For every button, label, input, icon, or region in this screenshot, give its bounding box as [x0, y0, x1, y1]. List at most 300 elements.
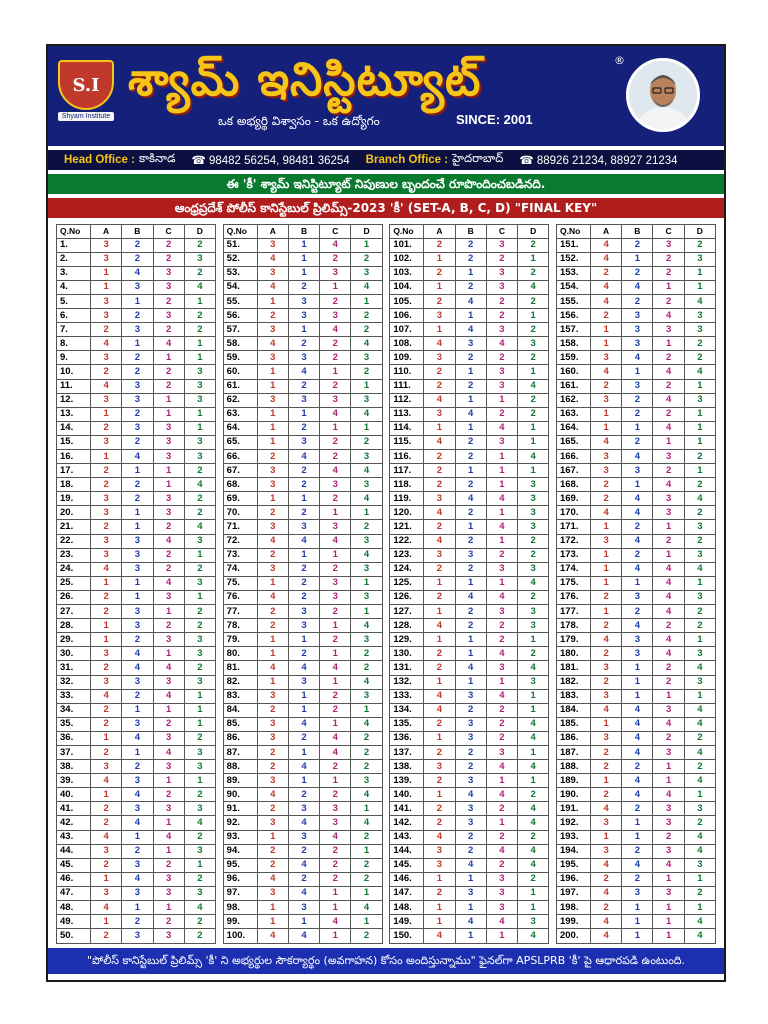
table-row: [223, 619, 382, 633]
question-number: 181.: [556, 661, 590, 675]
question-number: 172.: [556, 534, 590, 548]
answer-cell: 2: [622, 520, 653, 534]
answer-cell: 3: [684, 802, 715, 816]
question-number: 150.: [390, 929, 424, 944]
answer-cell: 3: [91, 435, 122, 449]
table-row: [57, 661, 216, 675]
table-row: [390, 788, 549, 802]
answer-cell: 1: [288, 745, 319, 759]
answer-cell: 2: [320, 450, 351, 464]
answer-cell: 4: [622, 619, 653, 633]
answer-cell: 4: [486, 337, 517, 351]
question-number: 48.: [57, 901, 91, 915]
answer-cell: 2: [320, 492, 351, 506]
question-number: 33.: [57, 689, 91, 703]
answer-cell: 3: [184, 435, 215, 449]
answer-cell: 1: [351, 886, 382, 900]
column-header: C: [153, 225, 184, 239]
answer-cell: 3: [91, 294, 122, 308]
question-number: 185.: [556, 717, 590, 731]
answer-cell: 3: [653, 238, 684, 252]
answer-cell: 4: [684, 703, 715, 717]
question-number: 56.: [223, 309, 257, 323]
answer-table-1: [56, 224, 216, 944]
table-row: [223, 802, 382, 816]
question-number: 16.: [57, 450, 91, 464]
answer-cell: 4: [184, 520, 215, 534]
question-number: 69.: [223, 492, 257, 506]
table-row: [223, 252, 382, 266]
answer-cell: 4: [351, 619, 382, 633]
answer-cell: 1: [455, 633, 486, 647]
answer-cell: 2: [153, 548, 184, 562]
answer-cell: 2: [684, 351, 715, 365]
table-row: [223, 421, 382, 435]
answer-cell: 2: [257, 619, 288, 633]
answer-cell: 2: [424, 562, 455, 576]
answer-cell: 1: [622, 675, 653, 689]
answer-cell: 4: [653, 633, 684, 647]
table-row: [223, 464, 382, 478]
table-row: [556, 464, 715, 478]
table-row: [390, 506, 549, 520]
answer-cell: 4: [257, 252, 288, 266]
answer-cell: 4: [424, 830, 455, 844]
answer-cell: 2: [684, 478, 715, 492]
table-row: [556, 689, 715, 703]
answer-cell: 2: [351, 647, 382, 661]
answer-cell: 4: [455, 788, 486, 802]
answer-cell: 1: [91, 407, 122, 421]
column-header: B: [455, 225, 486, 239]
question-number: 141.: [390, 802, 424, 816]
answer-cell: 2: [622, 548, 653, 562]
answer-cell: 1: [320, 280, 351, 294]
answer-cell: 3: [622, 633, 653, 647]
answer-cell: 2: [122, 351, 153, 365]
answer-cell: 4: [590, 506, 621, 520]
question-number: 143.: [390, 830, 424, 844]
answer-cell: 1: [518, 252, 549, 266]
question-number: 111.: [390, 379, 424, 393]
table-row: [556, 901, 715, 915]
table-row: [556, 252, 715, 266]
answer-cell: 2: [455, 760, 486, 774]
answer-cell: 1: [590, 520, 621, 534]
answer-cell: 1: [424, 280, 455, 294]
answer-cell: 3: [486, 365, 517, 379]
answer-cell: 3: [653, 886, 684, 900]
question-number: 142.: [390, 816, 424, 830]
table-row: [556, 590, 715, 604]
answer-cell: 3: [91, 252, 122, 266]
answer-cell: 2: [455, 534, 486, 548]
answer-cell: 4: [184, 280, 215, 294]
answer-cell: 3: [518, 506, 549, 520]
table-row: [556, 309, 715, 323]
answer-cell: 1: [653, 901, 684, 915]
table-row: [223, 901, 382, 915]
answer-cell: 1: [653, 872, 684, 886]
answer-cell: 4: [288, 534, 319, 548]
table-row: [390, 590, 549, 604]
answer-cell: 1: [622, 830, 653, 844]
head-office-label: Head Office :: [64, 154, 135, 166]
answer-cell: 2: [122, 435, 153, 449]
answer-cell: 3: [486, 661, 517, 675]
table-row: [223, 323, 382, 337]
column-header: C: [486, 225, 517, 239]
answer-cell: 1: [257, 407, 288, 421]
answer-cell: 3: [288, 830, 319, 844]
table-row: [223, 576, 382, 590]
answer-cell: 2: [91, 703, 122, 717]
question-number: 129.: [390, 633, 424, 647]
answer-cell: 2: [455, 830, 486, 844]
answer-cell: 2: [590, 745, 621, 759]
answer-cell: 2: [184, 562, 215, 576]
question-number: 34.: [57, 703, 91, 717]
answer-cell: 2: [351, 731, 382, 745]
answer-cell: 4: [257, 337, 288, 351]
answer-cell: 3: [486, 605, 517, 619]
answer-cell: 4: [653, 393, 684, 407]
table-row: [556, 816, 715, 830]
answer-cell: 1: [486, 576, 517, 590]
answer-cell: 2: [184, 266, 215, 280]
table-row: [390, 379, 549, 393]
question-number: 121.: [390, 520, 424, 534]
answer-cell: 2: [653, 266, 684, 280]
answer-cell: 4: [455, 661, 486, 675]
question-number: 199.: [556, 915, 590, 929]
table-row: [390, 464, 549, 478]
answer-cell: 3: [518, 492, 549, 506]
answer-cell: 1: [320, 675, 351, 689]
answer-cell: 3: [91, 351, 122, 365]
answer-cell: 2: [486, 802, 517, 816]
answer-cell: 2: [91, 661, 122, 675]
table-row: [57, 520, 216, 534]
answer-cell: 3: [653, 745, 684, 759]
answer-cell: 3: [486, 266, 517, 280]
table-row: [223, 548, 382, 562]
answer-cell: 3: [320, 802, 351, 816]
question-number: 175.: [556, 576, 590, 590]
answer-cell: 2: [288, 872, 319, 886]
answer-cell: 4: [184, 478, 215, 492]
answer-cell: 1: [153, 407, 184, 421]
answer-cell: 2: [486, 858, 517, 872]
answer-cell: 4: [257, 788, 288, 802]
table-row: [57, 605, 216, 619]
answer-cell: 1: [257, 379, 288, 393]
answer-cell: 1: [288, 548, 319, 562]
answer-cell: 4: [684, 745, 715, 759]
question-number: 10.: [57, 365, 91, 379]
answer-cell: 1: [91, 788, 122, 802]
question-number: 122.: [390, 534, 424, 548]
answer-cell: 2: [590, 590, 621, 604]
answer-cell: 4: [653, 478, 684, 492]
answer-cell: 3: [424, 309, 455, 323]
answer-cell: 4: [653, 647, 684, 661]
question-number: 176.: [556, 590, 590, 604]
answer-cell: 1: [153, 351, 184, 365]
answer-cell: 1: [590, 576, 621, 590]
answer-cell: 2: [653, 351, 684, 365]
question-number: 170.: [556, 506, 590, 520]
answer-cell: 2: [288, 576, 319, 590]
table-row: [390, 492, 549, 506]
answer-cell: 4: [518, 280, 549, 294]
answer-cell: 1: [684, 633, 715, 647]
answer-cell: 4: [257, 929, 288, 944]
answer-cell: 3: [653, 844, 684, 858]
answer-cell: 2: [518, 407, 549, 421]
answer-cell: 2: [320, 379, 351, 393]
answer-cell: 2: [622, 435, 653, 449]
answer-cell: 2: [653, 407, 684, 421]
question-number: 169.: [556, 492, 590, 506]
answer-cell: 1: [91, 576, 122, 590]
table-row: [57, 802, 216, 816]
table-row: [556, 421, 715, 435]
head-office-city: కాకినాడ: [138, 153, 176, 165]
person-portrait-icon: [629, 61, 697, 129]
answer-cell: 2: [518, 647, 549, 661]
answer-cell: 1: [122, 464, 153, 478]
answer-cell: 2: [455, 844, 486, 858]
answer-cell: 3: [590, 844, 621, 858]
answer-cell: 2: [424, 745, 455, 759]
answer-cell: 2: [257, 605, 288, 619]
question-number: 5.: [57, 294, 91, 308]
answer-cell: 4: [424, 534, 455, 548]
table-row: [57, 929, 216, 944]
column-header: D: [351, 225, 382, 239]
answer-cell: 2: [91, 745, 122, 759]
question-number: 29.: [57, 633, 91, 647]
answer-cell: 2: [590, 492, 621, 506]
table-row: [390, 872, 549, 886]
column-header: A: [257, 225, 288, 239]
question-number: 63.: [223, 407, 257, 421]
answer-cell: 2: [153, 520, 184, 534]
answer-cell: 1: [424, 421, 455, 435]
table-row: [556, 351, 715, 365]
answer-cell: 1: [684, 280, 715, 294]
table-row: [223, 661, 382, 675]
question-number: 9.: [57, 351, 91, 365]
branch-office-city: హైదరాబాద్: [452, 153, 504, 165]
table-row: [57, 619, 216, 633]
answer-cell: 3: [257, 266, 288, 280]
table-row: [390, 407, 549, 421]
question-number: 165.: [556, 435, 590, 449]
answer-cell: 4: [622, 280, 653, 294]
answer-cell: 4: [590, 915, 621, 929]
answer-cell: 1: [257, 492, 288, 506]
answer-cell: 3: [518, 478, 549, 492]
answer-cell: 1: [320, 774, 351, 788]
answer-cell: 2: [288, 788, 319, 802]
answer-cell: 3: [351, 534, 382, 548]
answer-cell: 1: [257, 633, 288, 647]
answer-cell: 4: [455, 407, 486, 421]
answer-cell: 4: [486, 421, 517, 435]
answer-cell: 3: [486, 435, 517, 449]
answer-cell: 1: [91, 872, 122, 886]
answer-cell: 3: [653, 450, 684, 464]
answer-cell: 2: [122, 689, 153, 703]
answer-cell: 1: [351, 379, 382, 393]
question-number: 80.: [223, 647, 257, 661]
answer-cell: 1: [424, 605, 455, 619]
answer-cell: 1: [622, 421, 653, 435]
question-number: 71.: [223, 520, 257, 534]
answer-cell: 3: [257, 393, 288, 407]
table-row: [57, 562, 216, 576]
answer-cell: 4: [486, 647, 517, 661]
answer-cell: 4: [590, 886, 621, 900]
question-number: 193.: [556, 830, 590, 844]
answer-cell: 4: [257, 534, 288, 548]
answer-cell: 2: [653, 830, 684, 844]
answer-cell: 1: [455, 365, 486, 379]
table-row: [556, 492, 715, 506]
table-row: [556, 506, 715, 520]
question-number: 103.: [390, 266, 424, 280]
answer-cell: 1: [184, 717, 215, 731]
answer-cell: 3: [684, 858, 715, 872]
table-row: [390, 901, 549, 915]
question-number: 105.: [390, 294, 424, 308]
question-number: 76.: [223, 590, 257, 604]
answer-cell: 4: [351, 280, 382, 294]
answer-cell: 3: [153, 450, 184, 464]
answer-cell: 3: [653, 703, 684, 717]
question-number: 14.: [57, 421, 91, 435]
answer-cell: 3: [653, 802, 684, 816]
answer-cell: 4: [622, 351, 653, 365]
answer-cell: 4: [424, 506, 455, 520]
question-number: 163.: [556, 407, 590, 421]
answer-cell: 3: [91, 844, 122, 858]
answer-cell: 2: [257, 844, 288, 858]
answer-cell: 1: [122, 703, 153, 717]
answer-cell: 2: [455, 280, 486, 294]
answer-cell: 1: [518, 464, 549, 478]
answer-cell: 1: [590, 421, 621, 435]
question-number: 75.: [223, 576, 257, 590]
table-row: [556, 886, 715, 900]
answer-cell: 1: [518, 309, 549, 323]
answer-cell: 1: [153, 901, 184, 915]
table-row: [223, 816, 382, 830]
answer-cell: 3: [518, 337, 549, 351]
answer-cell: 3: [288, 294, 319, 308]
answer-cell: 4: [288, 816, 319, 830]
answer-cell: 3: [257, 731, 288, 745]
exam-title: ఆంధ్రప్రదేశ్ పోలీస్ కానిస్టేబుల్ ప్రిలిమ్స్-2023 'కీ' (SET-A, B, C, D) "FINAL KEY": [48, 198, 724, 218]
question-number: 187.: [556, 745, 590, 759]
table-row: [390, 562, 549, 576]
answer-cell: 4: [518, 379, 549, 393]
answer-cell: 2: [518, 872, 549, 886]
table-row: [556, 323, 715, 337]
answer-cell: 1: [455, 266, 486, 280]
answer-cell: 2: [455, 435, 486, 449]
answer-cell: 1: [351, 605, 382, 619]
answer-cell: 2: [320, 788, 351, 802]
answer-cell: 4: [184, 901, 215, 915]
answer-cell: 3: [184, 675, 215, 689]
answer-cell: 2: [518, 590, 549, 604]
question-number: 42.: [57, 816, 91, 830]
answer-cell: 1: [184, 703, 215, 717]
question-number: 26.: [57, 590, 91, 604]
answer-cell: 3: [122, 929, 153, 944]
answer-cell: 2: [184, 929, 215, 944]
answer-cell: 3: [320, 576, 351, 590]
table-row: [223, 238, 382, 252]
answer-cell: 1: [351, 238, 382, 252]
answer-cell: 1: [184, 351, 215, 365]
answer-cell: 1: [320, 929, 351, 944]
answer-cell: 2: [486, 309, 517, 323]
answer-cell: 1: [455, 929, 486, 944]
answer-cell: 1: [351, 576, 382, 590]
answer-cell: 2: [424, 661, 455, 675]
answer-cell: 3: [184, 802, 215, 816]
answer-cell: 3: [153, 760, 184, 774]
question-number: 60.: [223, 365, 257, 379]
answer-cell: 4: [288, 929, 319, 944]
answer-cell: 1: [184, 421, 215, 435]
answer-cell: 1: [590, 830, 621, 844]
answer-cell: 3: [424, 858, 455, 872]
question-number: 36.: [57, 731, 91, 745]
answer-cell: 3: [257, 816, 288, 830]
answer-cell: 2: [91, 802, 122, 816]
answer-cell: 4: [590, 858, 621, 872]
question-number: 108.: [390, 337, 424, 351]
answer-cell: 1: [518, 901, 549, 915]
answer-cell: 2: [622, 802, 653, 816]
table-row: [223, 647, 382, 661]
answer-cell: 4: [518, 844, 549, 858]
question-number: 110.: [390, 365, 424, 379]
table-row: [556, 915, 715, 929]
answer-cell: 4: [351, 717, 382, 731]
answer-cell: 2: [153, 323, 184, 337]
answer-cell: 3: [184, 576, 215, 590]
table-row: [556, 266, 715, 280]
question-number: 95.: [223, 858, 257, 872]
answer-cell: 1: [122, 590, 153, 604]
answer-cell: 1: [486, 450, 517, 464]
question-number: 124.: [390, 562, 424, 576]
answer-cell: 1: [320, 506, 351, 520]
answer-cell: 2: [288, 731, 319, 745]
answer-cell: 2: [455, 745, 486, 759]
question-number: 188.: [556, 760, 590, 774]
table-row: [223, 788, 382, 802]
answer-cell: 3: [122, 534, 153, 548]
table-row: [556, 647, 715, 661]
question-number: 62.: [223, 393, 257, 407]
